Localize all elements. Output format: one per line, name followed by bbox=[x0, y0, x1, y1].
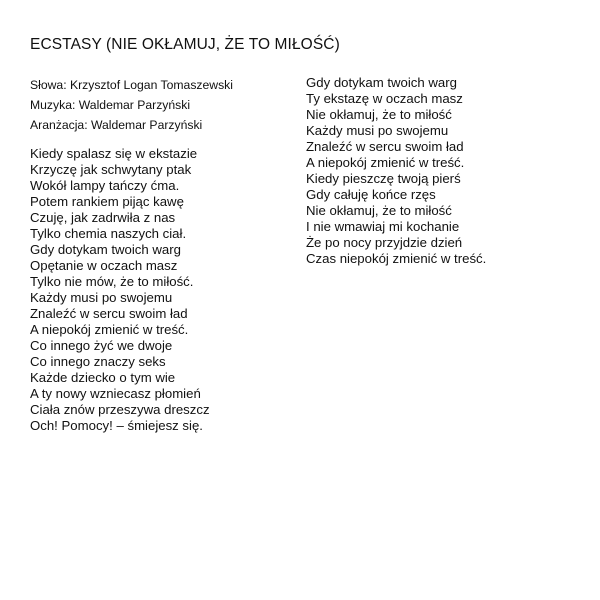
lyric-line: Czas niepokój zmienić w treść. bbox=[306, 251, 487, 266]
lyric-line: A ty nowy wzniecasz płomień bbox=[30, 386, 201, 401]
lyric-line: Nie okłamuj, że to miłość bbox=[306, 107, 452, 122]
lyric-line: Co innego żyć we dwoje bbox=[30, 338, 173, 353]
lyric-line: Znaleźć w sercu swoim ład bbox=[30, 306, 188, 321]
lyric-line: Tylko nie mów, że to miłość. bbox=[30, 274, 194, 289]
lyric-line: Och! Pomocy! – śmiejesz się. bbox=[30, 418, 203, 433]
lyric-line: Gdy całuję końce rzęs bbox=[306, 187, 436, 202]
lyric-line: Kiedy spalasz się w ekstazie bbox=[30, 146, 198, 161]
lyrics-column-right bbox=[306, 75, 486, 267]
credit-arrangement: Aranżacja: Waldemar Parzyński bbox=[30, 118, 203, 132]
lyric-line: A niepokój zmienić w treść. bbox=[306, 155, 465, 170]
lyric-line: Że po nocy przyjdzie dzień bbox=[306, 235, 463, 250]
lyric-line: Potem rankiem pijąc kawę bbox=[30, 194, 184, 209]
lyric-line: Znaleźć w sercu swoim ład bbox=[306, 139, 464, 154]
credit-lyrics: Słowa: Krzysztof Logan Tomaszewski bbox=[30, 78, 233, 92]
lyric-line: Ty ekstazę w oczach masz bbox=[306, 91, 463, 106]
lyric-line: Każdy musi po swojemu bbox=[306, 123, 449, 138]
lyric-line: Ciała znów przeszywa dreszcz bbox=[30, 402, 210, 417]
lyric-line: Gdy dotykam twoich warg bbox=[306, 75, 457, 90]
lyric-line: Czuję, jak zadrwiła z nas bbox=[30, 210, 176, 225]
lyric-line: A niepokój zmienić w treść. bbox=[30, 322, 189, 337]
lyric-line: Tylko chemia naszych ciał. bbox=[30, 226, 187, 241]
lyric-line: I nie wmawiaj mi kochanie bbox=[306, 219, 460, 234]
lyric-line: Każdy musi po swojemu bbox=[30, 290, 173, 305]
lyric-line: Co innego znaczy seks bbox=[30, 354, 166, 369]
lyric-line: Gdy dotykam twoich warg bbox=[30, 242, 181, 257]
credit-music: Muzyka: Waldemar Parzyński bbox=[30, 98, 191, 112]
song-title: ECSTASY (NIE OKŁAMUJ, ŻE TO MIŁOŚĆ) bbox=[30, 36, 340, 53]
lyric-line: Wokół lampy tańczy ćma. bbox=[30, 178, 180, 193]
lyric-line: Nie okłamuj, że to miłość bbox=[306, 203, 452, 218]
lyric-line: Kiedy pieszczę twoją pierś bbox=[306, 171, 461, 186]
lyric-line: Opętanie w oczach masz bbox=[30, 258, 178, 273]
song-credits bbox=[30, 75, 233, 135]
lyric-line: Krzyczę jak schwytany ptak bbox=[30, 162, 192, 177]
lyrics-column-left bbox=[30, 146, 210, 434]
lyric-line: Każde dziecko o tym wie bbox=[30, 370, 176, 385]
